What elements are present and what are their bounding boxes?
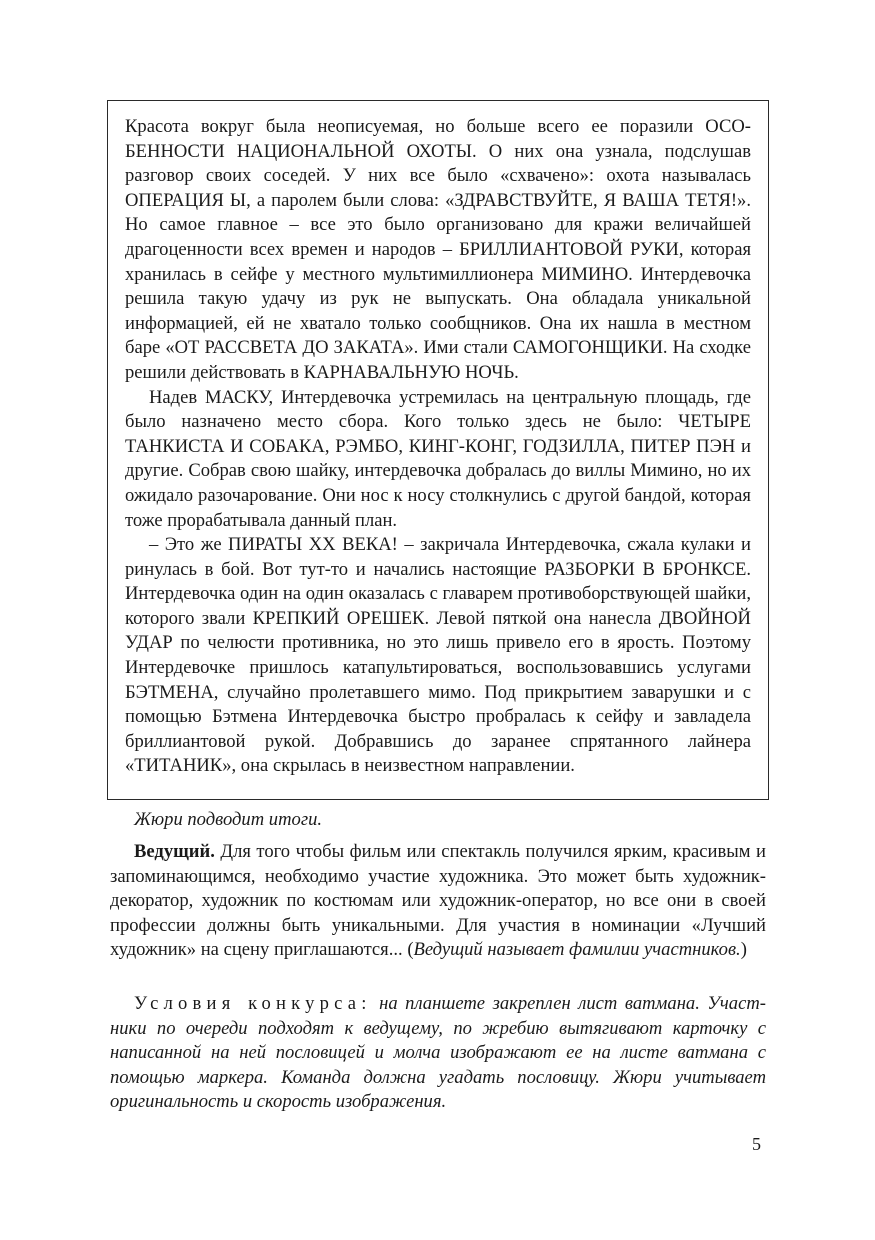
story-box <box>125 115 751 779</box>
page-number: 5 <box>752 1134 761 1154</box>
story-paragraph-2: Надев МАСКУ, Интердевочка устремилась на центральную площадь, где было назначено место сбора. Кого только здесь не было: ЧЕТЫРЕ ТАНКИСТА И СОБАКА, РЭМБО, КИНГ-КОНГ, ГОДЗИЛЛА, ПИТЕР ПЭН и другие. Собрав свою шайку, интердевочка добралась до виллы Мимино, но их ожидало разочарование. Они нос к носу столкнулись с другой бандой, которая тоже прорабатывала данный план. <box>125 386 751 531</box>
host-stage-note: Ведущий называет фамилии участников. <box>413 939 741 961</box>
conditions-text: на планшете закреплен лист ватмана. Участники по очереди подходят к ведущему, по жребию вытягивают карточку с написанной на ней пословицей и молча изображают ее на листе ватмана с помощью маркера. Команда должна угадать пословицу. Жюри учитывает оригинальность и скорость изображения. <box>110 993 766 1113</box>
contest-conditions <box>110 992 766 1115</box>
jury-stage-direction: Жюри подводит итоги. <box>134 809 323 830</box>
host-text: Для того чтобы фильм или спектакль получился ярким, красивым и запоминающимся, необходимо участие художника. Это может быть художник-декоратор, художник по костюмам или художник-оператор, но все они в своей профессии должны быть уникальными. Для участия в номинации «Лучший художник» на сцену приглашаются... ( <box>110 841 766 961</box>
story-paragraph-1: Красота вокруг была неописуемая, но больше всего ее поразили ОСОБЕННОСТИ НАЦИОНАЛЬНОЙ ОХОТЫ. О них она узнала, подслушав разговор своих соседей. У них все было «схвачено»: охота называлась ОПЕРАЦИЯ Ы, а паролем были слова: «ЗДРАВСТВУЙТЕ, Я ВАША ТЕТЯ!». Но самое главное – все это было организовано для кражи величайшей драгоценности всех времен и народов – БРИЛЛИАНТОВОЙ РУКИ, которая хранилась в сейфе у местного мультимиллионера МИМИНО. Интердевочка решила такую удачу из рук не выпускать. Она обладала уникальной информацией, ей не хватало только сообщников. Она их нашла в местном баре «ОТ РАССВЕТА ДО ЗАКАТА». Ими стали САМОГОНЩИКИ. На сходке решили действовать в КАРНАВАЛЬНУЮ НОЧЬ. <box>125 116 751 383</box>
host-close-paren: ) <box>740 939 747 961</box>
conditions-label: Условия конкурса: <box>134 993 372 1014</box>
host-paragraph <box>110 840 766 963</box>
host-speaker-label: Ведущий. <box>134 841 215 862</box>
story-paragraph-3: – Это же ПИРАТЫ XX ВЕКА! – закричала Интердевочка, сжала кулаки и ринулась в бой. Вот тут-то и начались настоящие РАЗБОРКИ В БРОНКСЕ. Интердевочка один на один оказалась с главарем противоборствующей шайки, которого звали КРЕПКИЙ ОРЕШЕК. Левой пяткой она нанесла ДВОЙНОЙ УДАР по челюсти противника, но это лишь привело его в ярость. Поэтому Интердевочке пришлось катапультироваться, воспользовавшись услугами БЭТМЕНА, случайно пролетавшего мимо. Под прикрытием заварушки и с помощью Бэтмена Интердевочка быстро пробралась к сейфу и завладела бриллиантовой рукой. Добравшись до заранее спрятанного лайнера «ТИТАНИК», она скрылась в неизвестном направлении. <box>125 534 751 777</box>
